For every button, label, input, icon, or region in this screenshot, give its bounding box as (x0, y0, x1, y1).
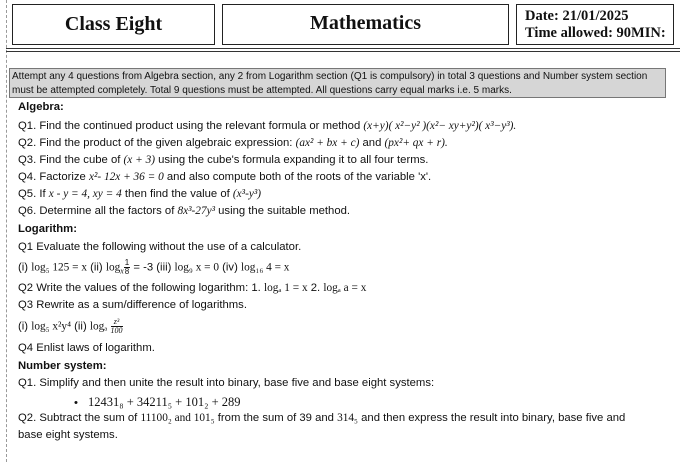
algebra-q2-expr2: (px²+ qx + r). (384, 137, 448, 149)
q3-part-ii-fraction (111, 318, 123, 335)
part-ii-rest: = -3 (133, 261, 154, 274)
part-ii-log: log (105, 261, 121, 274)
part-iv-expr: log₁₆ 4 = x (240, 261, 290, 274)
class-box (12, 4, 215, 45)
algebra-q5-text: Q5. If (18, 188, 46, 200)
number-system-q1-expr: 12431₈ + 34211₅ + 101₂ + 289 (88, 395, 241, 409)
number-system-q2-a: Q2. Subtract the sum of (18, 412, 138, 424)
algebra-q4 (18, 171, 431, 183)
number-system-q1-bullet-line (18, 395, 241, 410)
q3-part-ii-label: (ii) (74, 320, 87, 333)
left-margin-line (6, 0, 7, 462)
algebra-q6-text: Q6. Determine all the factors of (18, 205, 175, 217)
time-allowed-label: Time allowed: 90MIN: (525, 25, 666, 41)
logarithm-q3-parts (18, 318, 123, 335)
algebra-q5-expr2: (x³-y³) (232, 188, 261, 200)
part-iv-label: (iv) (222, 261, 238, 274)
class-label: Class Eight (64, 13, 163, 35)
q3-part-i-label: (i) (18, 320, 29, 333)
part-i-expr: log₅ 125 = x (31, 261, 87, 274)
logarithm-q1-parts (18, 259, 289, 276)
part-iii-label: (iii) (156, 261, 172, 274)
algebra-q3-text: Q3. Find the cube of (18, 154, 121, 166)
algebra-q6 (18, 205, 350, 217)
q3-part-ii-den: 100 (110, 326, 123, 335)
bullet: • (74, 397, 78, 409)
number-system-q1: Q1. Simplify and then unite the result into binary, base five and base eight systems: (18, 377, 435, 389)
logarithm-q2-expr2: logₐ a = x (323, 282, 367, 294)
number-system-q2-expr2: 314₅ (337, 412, 358, 424)
part-ii-num: 1 (124, 258, 130, 267)
part-ii-base: x (120, 266, 124, 276)
part-ii-label: (ii) (90, 261, 103, 274)
algebra-q1-text: Q1. Find the continued product using the relevant formula or method (18, 120, 361, 132)
number-system-q2-line1 (18, 412, 625, 424)
algebra-heading: Algebra: (18, 101, 64, 113)
algebra-q2-and: and (362, 137, 382, 149)
logarithm-q2-text: Q2 Write the values of the following logarithm: 1. (18, 282, 261, 294)
algebra-q6-rest: using the suitable method. (218, 205, 351, 217)
algebra-q1 (18, 120, 516, 132)
logarithm-q2-expr1: logₐ 1 = x (263, 282, 308, 294)
part-iii-expr: log₉ x = 0 (174, 261, 220, 274)
q3-part-i-expr: log₅ x²y⁴ (31, 320, 72, 333)
date-box (516, 4, 674, 45)
q3-part-ii-log: logₐ (89, 320, 108, 333)
number-system-q2-c: and then express the result into binary, base five and (361, 412, 626, 424)
q3-part-ii-num: z³ (111, 318, 123, 327)
number-system-q2-b: from the sum of 39 and (217, 412, 334, 424)
algebra-q4-text: Q4. Factorize (18, 171, 86, 183)
algebra-q2-text: Q2. Find the product of the given algebraic expression: (18, 137, 293, 149)
algebra-q5-expr: x - y = 4, xy = 4 (48, 188, 122, 200)
algebra-q3-rest: using the cube's formula expanding it to all four terms. (158, 154, 429, 166)
number-system-q2-line2: base eight systems. (18, 429, 118, 441)
algebra-q3 (18, 154, 428, 166)
subject-label: Mathematics (309, 12, 422, 34)
algebra-q6-expr: 8x³-27y³ (177, 205, 215, 217)
algebra-q2 (18, 137, 448, 149)
logarithm-q3: Q3 Rewrite as a sum/difference of logarithms. (18, 299, 247, 311)
logarithm-heading: Logarithm: (18, 223, 77, 235)
algebra-q4-expr: x²- 12x + 36 = 0 (88, 171, 164, 183)
part-ii-fraction (124, 259, 130, 276)
instructions-box: Attempt any 4 questions from Algebra section, any 2 from Logarithm section (Q1 is compulsory) in total 3 questions and Number system section must be attempted completely. Total 9 questions must be attempted. All questions carry equal marks i.e. 5 marks. (9, 68, 666, 98)
algebra-q2-expr1: (ax² + bx + c) (295, 137, 360, 149)
part-ii-den: 8 (124, 267, 130, 276)
number-system-heading: Number system: (18, 360, 107, 372)
header-rule-top (6, 48, 680, 49)
algebra-q4-rest: and also compute both of the roots of the variable 'x'. (166, 171, 432, 183)
algebra-q5-mid: then find the value of (124, 188, 230, 200)
number-system-q2-expr: 11100₂ and 101₅ (140, 412, 215, 424)
logarithm-q2-mid: 2. (310, 282, 321, 294)
algebra-q1-expr: (x+y)( x²−y² )(x²− xy+y²)( x³−y³). (363, 120, 517, 132)
subject-box (222, 4, 509, 45)
logarithm-q1: Q1 Evaluate the following without the use of a calculator. (18, 241, 302, 253)
logarithm-q4: Q4 Enlist laws of logarithm. (18, 342, 155, 354)
part-i-label: (i) (18, 261, 29, 274)
logarithm-q2 (18, 282, 366, 294)
algebra-q3-expr: (x + 3) (123, 154, 155, 166)
algebra-q5 (18, 188, 261, 200)
date-label: Date: 21/01/2025 (525, 8, 629, 24)
header-rule-bottom (6, 51, 680, 52)
